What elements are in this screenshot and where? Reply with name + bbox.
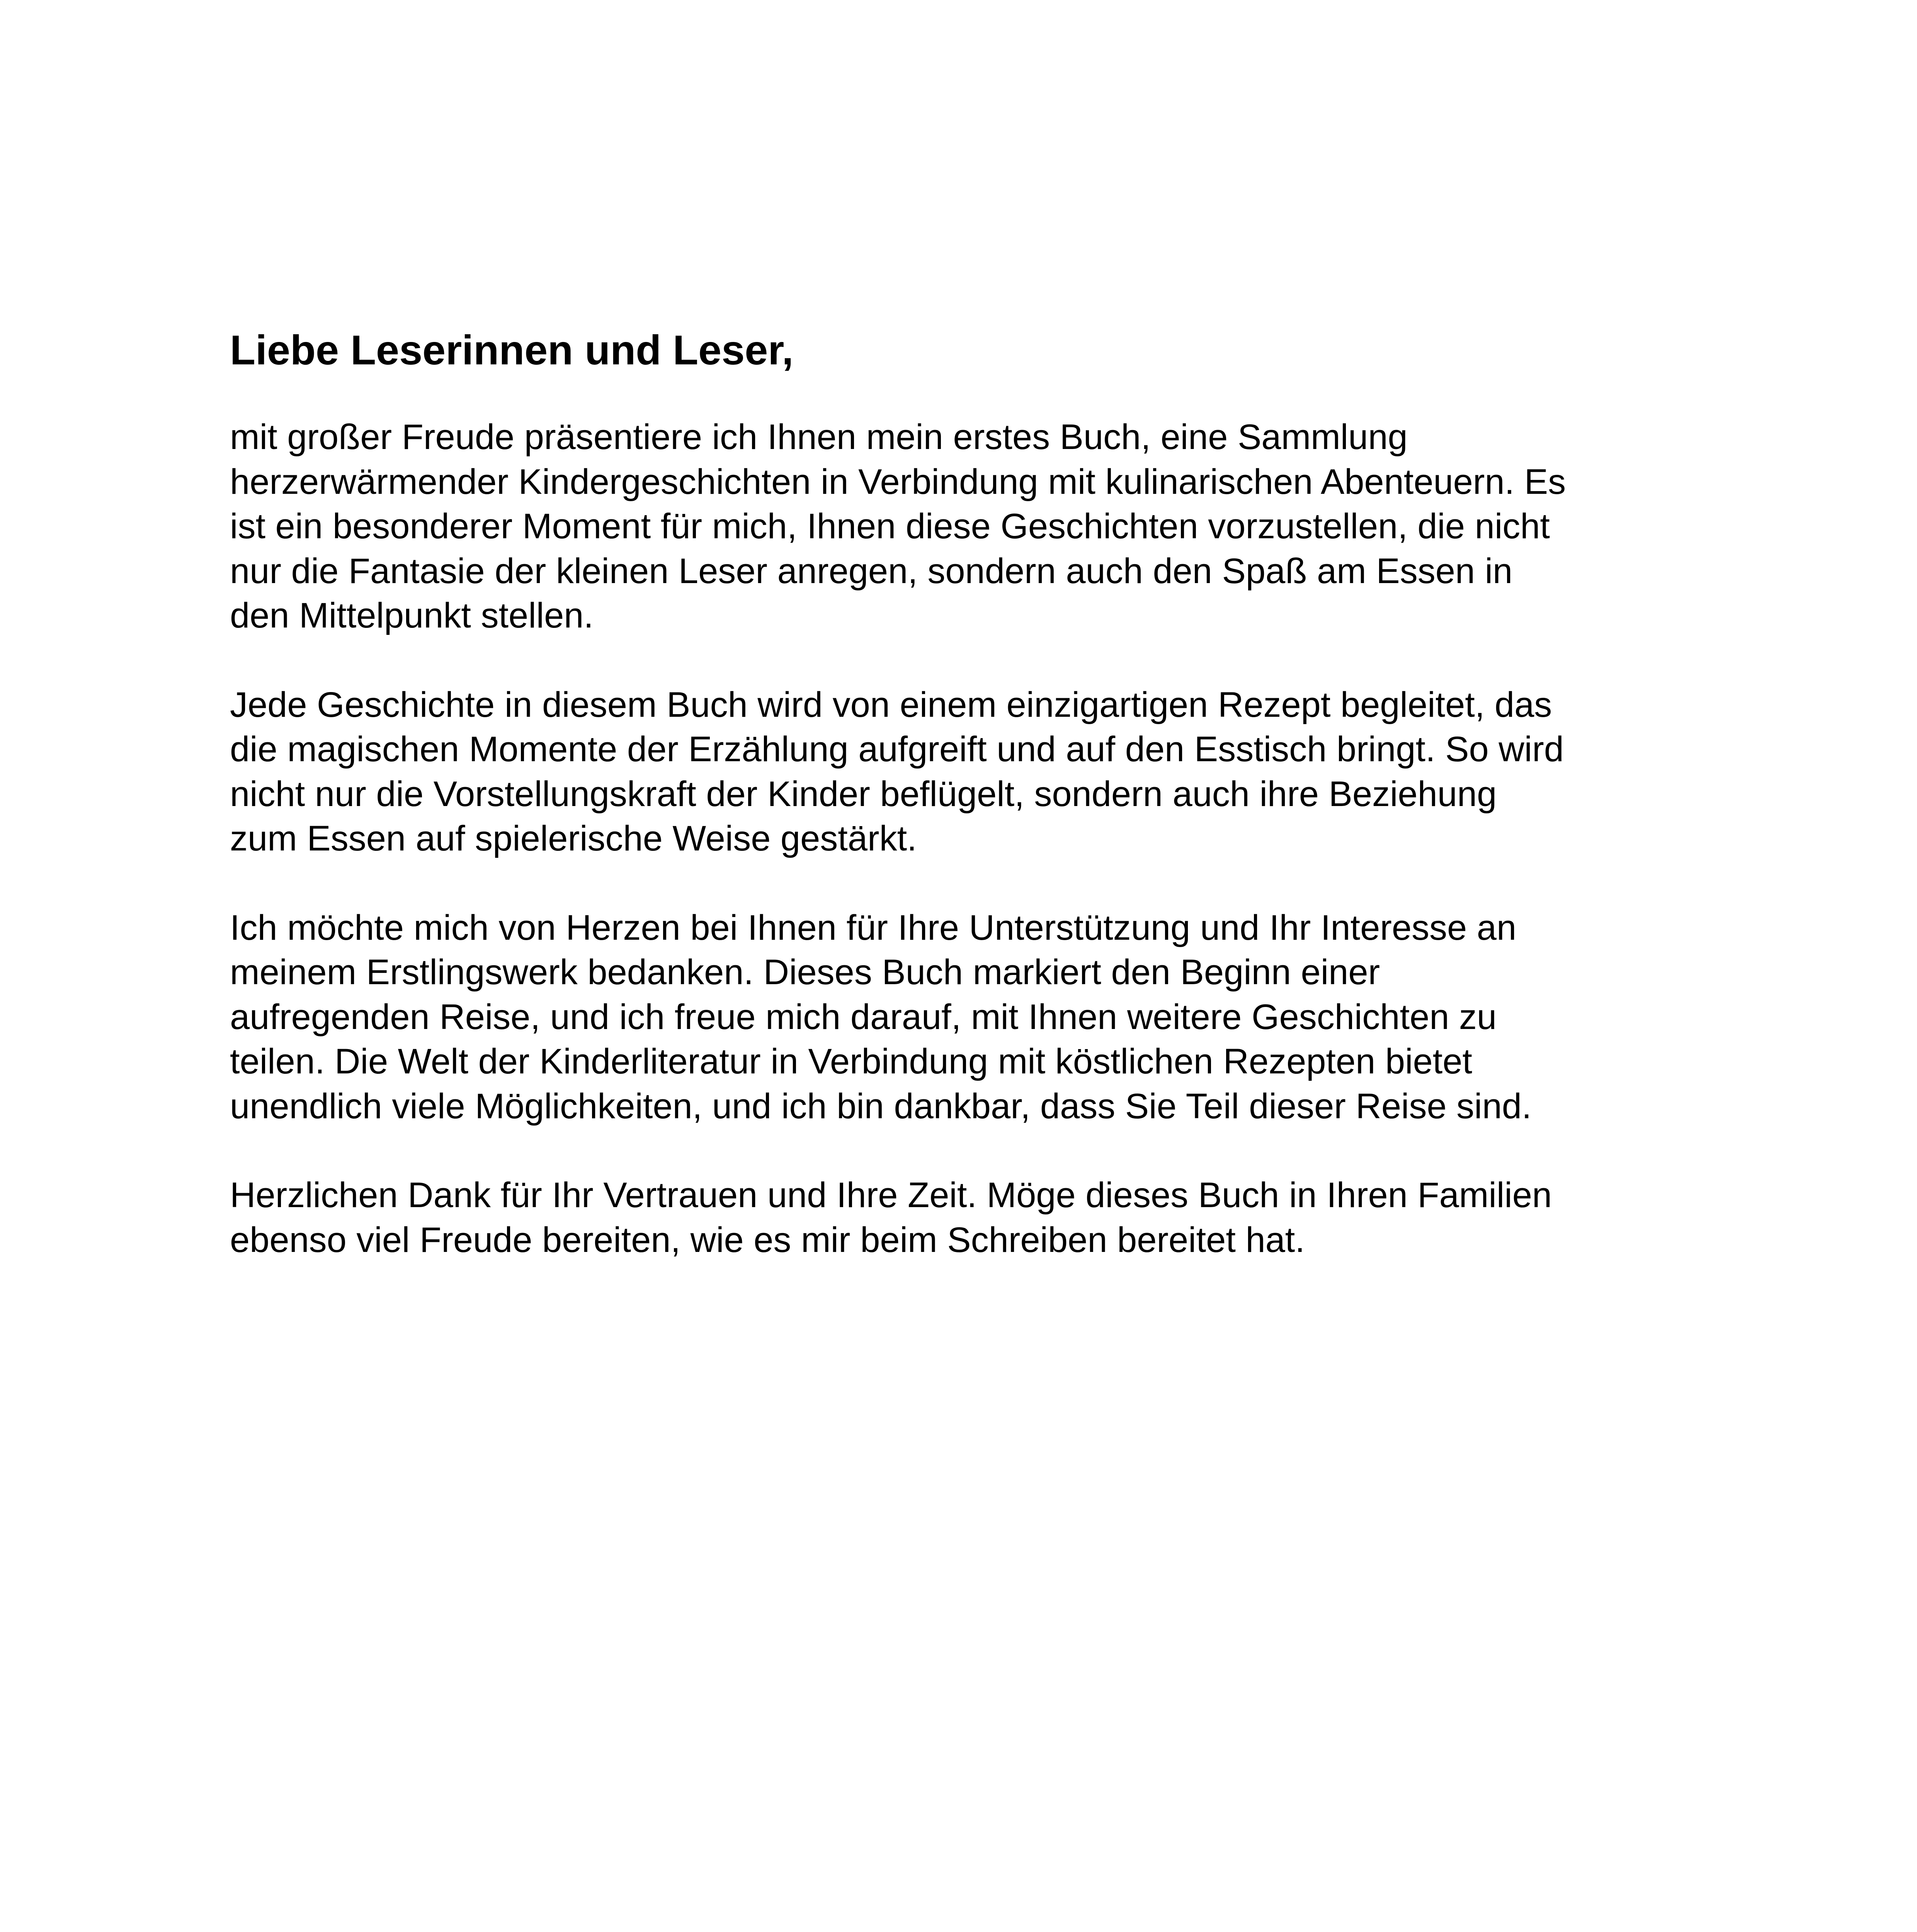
text-line: den Mittelpunkt stellen. [230,596,594,635]
text-line: mit großer Freude präsentiere ich Ihnen mein erstes Buch, eine Sammlung [230,417,1408,457]
text-line: die magischen Momente der Erzählung aufgreift und auf den Esstisch bringt. So wird [230,730,1564,769]
text-line: zum Essen auf spielerische Weise gestärkt. [230,819,917,858]
text-line: nicht nur die Vorstellungskraft der Kinder beflügelt, sondern auch ihre Beziehung [230,774,1497,814]
paragraph-closing [230,1173,1729,1262]
text-line: teilen. Die Welt der Kinderliteratur in Verbindung mit köstlichen Rezepten bietet [230,1042,1472,1081]
text-line: herzerwärmender Kindergeschichten in Verbindung mit kulinarischen Abenteuern. Es [230,462,1566,502]
text-line: Ich möchte mich von Herzen bei Ihnen für Ihre Unterstützung und Ihr Interesse an [230,908,1517,947]
text-line: unendlich viele Möglichkeiten, und ich bin dankbar, dass Sie Teil dieser Reise sind. [230,1086,1532,1126]
text-line: ebenso viel Freude bereiten, wie es mir beim Schreiben bereitet hat. [230,1220,1305,1260]
salutation-heading: Liebe Leserinnen und Leser, [230,327,794,373]
text-line: ist ein besonderer Moment für mich, Ihnen diese Geschichten vorzustellen, die nicht [230,507,1550,546]
letter-body [230,324,1729,1307]
text-line: meinem Erstlingswerk bedanken. Dieses Buch markiert den Beginn einer [230,952,1380,992]
text-line: Herzlichen Dank für Ihr Vertrauen und Ihre Zeit. Möge dieses Buch in Ihren Familien [230,1175,1552,1215]
paragraph-intro [230,415,1729,638]
paragraph-thanks [230,906,1729,1129]
text-line: nur die Fantasie der kleinen Leser anregen, sondern auch den Spaß am Essen in [230,551,1513,591]
paragraph-recipes [230,683,1729,861]
text-line: aufregenden Reise, und ich freue mich darauf, mit Ihnen weitere Geschichten zu [230,997,1497,1037]
text-line: Jede Geschichte in diesem Buch wird von einem einzigartigen Rezept begleitet, das [230,685,1552,724]
